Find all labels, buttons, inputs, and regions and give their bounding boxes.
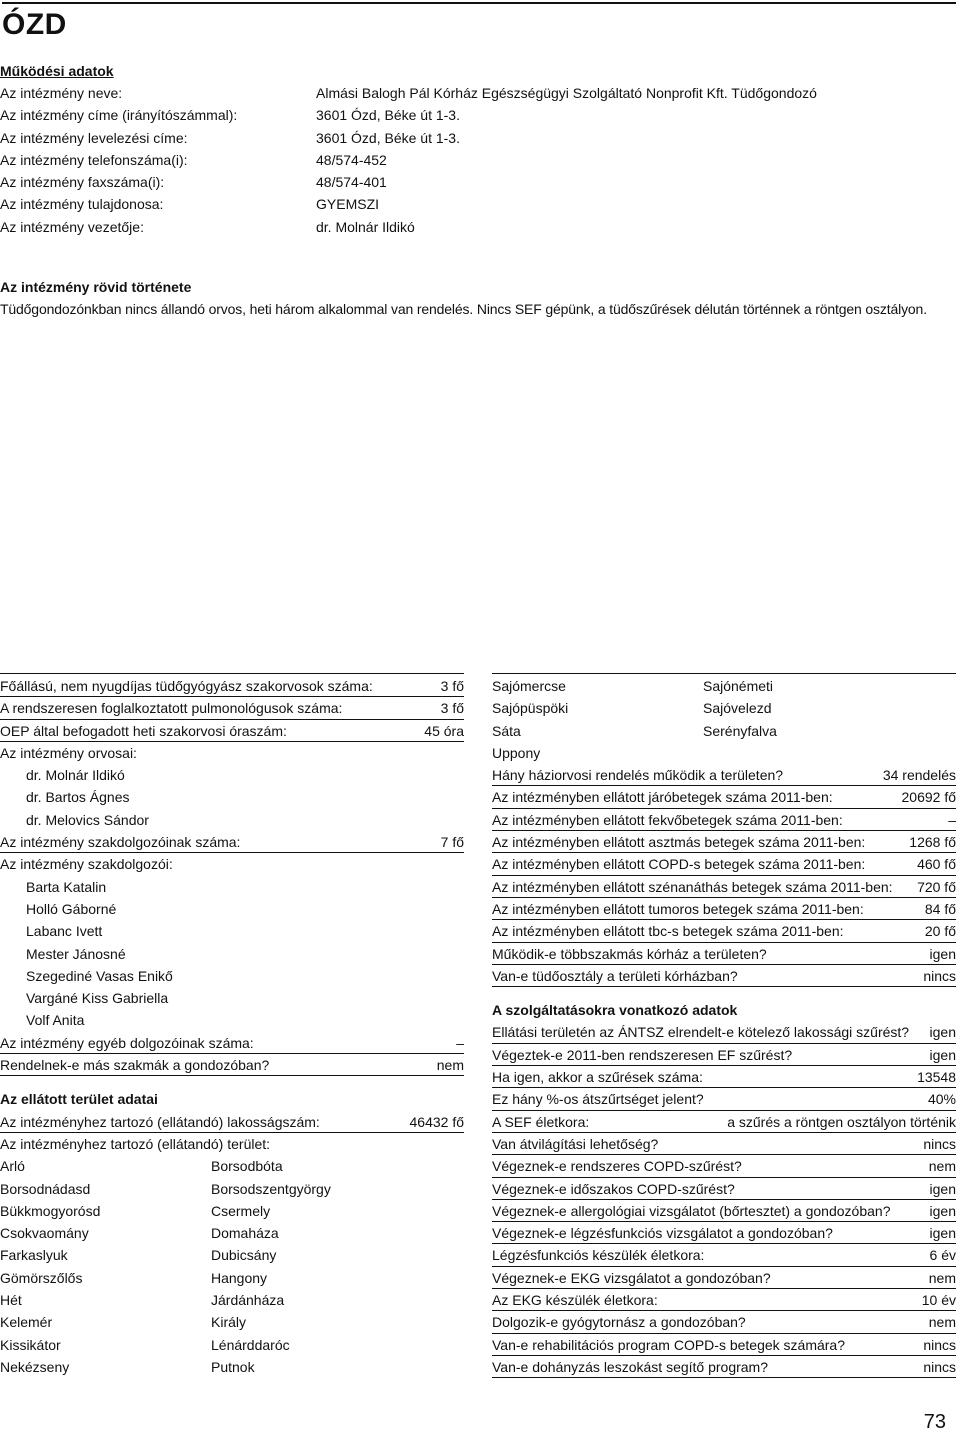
row-value: igen [929,1225,956,1242]
row-value: igen [929,945,956,962]
info-label: Az intézmény tulajdonosa: [0,196,164,213]
row-label: Ez hány %-os átszűrtséget jelent? [492,1091,704,1108]
left-column [0,673,464,1378]
operational-data-section [0,60,950,238]
row-label: Az intézményben ellátott járóbetegek száma 2011-ben: [492,789,833,806]
info-row [0,193,950,215]
settlement-row [0,1200,464,1222]
left-column-body [0,675,464,1378]
row-value: igen [929,1046,956,1063]
row-value: igen [929,1024,956,1041]
data-row [0,1111,464,1133]
row-label: Az intézményben ellátott tumoros betegek száma 2011-ben: [492,900,864,917]
row-label: Működik-e többszakmás kórház a területen? [492,945,767,962]
info-label: Az intézmény neve: [0,85,123,101]
data-row [492,1200,956,1222]
settlement-name: Borsodnádasd [0,1180,91,1197]
doctor-name: dr. Melovics Sándor [26,811,149,828]
specialist-item [0,876,464,898]
doctor-item [0,786,464,808]
row-label: Légzésfunkciós készülék életkora: [492,1247,705,1264]
services-heading [492,999,956,1021]
history-text: Tüdőgondozónkban nincs állandó orvos, heti három alkalommal van rendelés. Nincs SEF gépünk, a tüdőszűrések délután történnek a röntgen osztályon. [0,301,927,317]
data-row [492,1311,956,1333]
row-value: nincs [923,1336,956,1353]
data-row [492,965,956,987]
settlement-name: Csermely [211,1202,271,1219]
row-value: igen [929,1202,956,1219]
settlement-name: Csokvaomány [0,1225,89,1242]
row-value: nem [928,1158,956,1175]
row-label: A rendszeresen foglalkoztatott pulmonológusok száma: [0,700,343,717]
row-label: Van-e rehabilitációs program COPD-s betegek számára? [492,1336,846,1353]
data-row [0,831,464,853]
row-value: 3 fő [440,700,464,717]
data-row [492,764,956,786]
info-label: Az intézmény faxszáma(i): [0,174,165,191]
data-row [492,943,956,965]
specialist-item [0,943,464,965]
row-label: Az intézményben ellátott szénanáthás betegek száma 2011-ben: [492,878,893,895]
settlement-name: Sajópüspöki [492,700,569,717]
right-column-body [492,675,956,1378]
area-label-text: Az intézményhez tartozó (ellátandó) terület: [0,1135,271,1152]
row-value: – [948,811,956,828]
data-row [492,1222,956,1244]
row-label: A SEF életkora: [492,1113,590,1130]
area-heading-text: Az ellátott terület adatai [0,1091,158,1108]
row-label: Van átvilágítási lehetőség? [492,1135,659,1152]
row-value: 84 fő [924,900,956,917]
info-row [0,216,950,238]
data-row [492,1066,956,1088]
row-label: Az intézményhez tartozó (ellátandó) lakosságszám: [0,1113,320,1130]
row-value: nem [928,1269,956,1286]
specialist-name: Holló Gáborné [26,900,117,917]
settlement-row [0,1178,464,1200]
row-label: Végeznek-e allergológiai vizsgálatot (bőrtesztet) a gondozóban? [492,1202,891,1219]
row-value: 45 óra [424,722,464,739]
data-row [492,920,956,942]
row-value: nincs [923,1135,956,1152]
row-label: Főállású, nem nyugdíjas tüdőgyógyász szakorvosok száma: [0,678,373,694]
info-row [0,127,950,149]
row-label: Az intézményben ellátott asztmás betegek száma 2011-ben: [492,834,866,851]
doctor-name: dr. Bartos Ágnes [26,789,130,806]
data-row [492,853,956,875]
row-value: a szűrés a röntgen osztályon történik [727,1113,956,1130]
row-value: 13548 [917,1069,956,1086]
doctor-item [0,764,464,786]
specialist-item [0,898,464,920]
row-value: 460 fő [917,856,956,873]
data-row [492,1021,956,1043]
row-label: Van-e dohányzás leszokást segítő program? [492,1358,769,1375]
area-label [0,1133,464,1155]
operational-rows [0,82,950,238]
data-row [492,831,956,853]
row-label: Az intézményben ellátott fekvőbetegek száma 2011-ben: [492,811,843,828]
row-label: Az intézményben ellátott COPD-s betegek száma 2011-ben: [492,856,866,873]
settlement-row [0,1267,464,1289]
row-label: Van-e tüdőosztály a területi kórházban? [492,967,738,984]
info-label: Az intézmény címe (irányítószámmal): [0,107,238,124]
data-row [0,720,464,742]
settlement-name: Hangony [211,1269,268,1286]
settlement-row [0,1155,464,1177]
settlement-name: Nekézseny [0,1358,70,1375]
row-label: Az EKG készülék életkora: [492,1292,658,1309]
info-row [0,149,950,171]
row-label: Végeznek-e EKG vizsgálatot a gondozóban? [492,1269,771,1286]
info-value: 3601 Ózd, Béke út 1-3. [316,107,460,124]
settlement-name: Lénárddaróc [211,1336,290,1353]
row-label: Ellátási területén az ÁNTSZ elrendelt-e kötelező lakossági szűrést? [492,1024,910,1041]
row-label: Végeznek-e rendszeres COPD-szűrést? [492,1158,742,1175]
settlement-name: Putnok [211,1358,255,1375]
data-row [492,1244,956,1266]
info-value: 48/574-452 [316,151,387,168]
row-value: 720 fő [917,878,956,895]
specialist-name: Szegediné Vasas Enikő [26,967,173,984]
info-value: 3601 Ózd, Béke út 1-3. [316,129,460,146]
settlement-name: Sajóvelezd [703,700,772,717]
specialist-name: Vargáné Kiss Gabriella [26,990,169,1007]
row-value: 46432 fő [409,1113,464,1130]
settlement-row [0,1222,464,1244]
data-row [492,1356,956,1378]
operational-heading: Működési adatok [0,63,114,79]
section-gap [0,1076,464,1088]
row-value: 40% [927,1091,956,1108]
settlement-name: Borsodszentgyörgy [211,1180,331,1197]
settlement-row [0,1311,464,1333]
row-value: 1268 fő [909,834,956,851]
row-value: – [456,1034,464,1051]
data-row [0,1032,464,1054]
row-value: 3 fő [440,678,464,694]
specialists-label-text: Az intézmény szakdolgozói: [0,856,173,873]
doctors-label [0,742,464,764]
settlement-name: Arló [0,1158,25,1175]
settlement-row [492,720,956,742]
info-row [0,104,950,126]
settlement-name: Járdánháza [211,1292,285,1309]
specialist-name: Volf Anita [26,1012,85,1029]
data-row [492,1088,956,1110]
info-label: Az intézmény levelezési címe: [0,129,188,146]
specialist-name: Labanc Ivett [26,923,103,940]
settlement-row [0,1244,464,1266]
doctor-item [0,809,464,831]
row-value: 10 év [921,1292,956,1309]
settlement-name: Serényfalva [703,722,777,739]
specialist-item [0,965,464,987]
settlement-name: Borsodbóta [211,1158,283,1175]
settlement-name: Kissikátor [0,1336,61,1353]
row-value: nem [436,1057,464,1074]
data-row [492,786,956,808]
settlement-name: Dubicsány [211,1247,277,1264]
specialist-item [0,987,464,1009]
data-row [492,1289,956,1311]
row-label: Végeznek-e légzésfunkciós vizsgálatot a gondozóban? [492,1225,833,1242]
settlement-row [492,697,956,719]
settlement-name: Farkaslyuk [0,1247,68,1264]
info-label: Az intézmény telefonszáma(i): [0,151,188,168]
data-row [492,1267,956,1289]
settlement-name: Hét [0,1292,22,1309]
history-heading: Az intézmény rövid története [0,279,192,295]
data-row [492,1044,956,1066]
settlement-name: Sajómercse [492,678,566,694]
row-value: nem [928,1314,956,1331]
settlement-name: Kelemér [0,1314,53,1331]
data-row [492,809,956,831]
sef-row [492,1111,956,1133]
settlement-name: Sajónémeti [703,678,774,694]
settlement-row [492,742,956,764]
data-row [0,1054,464,1076]
city-title: ÓZD [2,2,956,44]
settlement-name: Uppony [492,744,541,761]
settlement-name: Domaháza [211,1225,279,1242]
row-value: 34 rendelés [882,767,956,784]
specialist-name: Mester Jánosné [26,945,126,962]
info-value: 48/574-401 [316,174,387,191]
specialist-name: Barta Katalin [26,878,107,895]
info-value: GYEMSZI [316,196,380,213]
row-label: Az intézményben ellátott tbc-s betegek száma 2011-ben: [492,923,844,940]
row-label: Az intézmény szakdolgozóinak száma: [0,834,241,851]
specialist-item [0,920,464,942]
data-row [492,898,956,920]
row-label: Rendelnek-e más szakmák a gondozóban? [0,1057,270,1074]
row-value: igen [929,1180,956,1197]
data-row [492,1178,956,1200]
doctors-label-text: Az intézmény orvosai: [0,744,137,761]
services-heading-text: A szolgáltatásokra vonatkozó adatok [492,1002,738,1019]
row-label: Hány háziorvosi rendelés működik a területen? [492,767,784,784]
info-value: Almási Balogh Pál Kórház Egészségügyi Szolgáltató Nonprofit Kft. Tüdőgondozó [316,85,817,101]
row-value: 7 fő [440,834,464,851]
settlement-name: Gömörszőlős [0,1269,83,1286]
settlement-row [0,1356,464,1378]
data-row [0,697,464,719]
settlement-name: Sáta [492,722,521,739]
area-heading [0,1088,464,1110]
settlement-name: Király [211,1314,247,1331]
info-label: Az intézmény vezetője: [0,218,144,235]
data-row [492,1334,956,1356]
row-label: Ha igen, akkor a szűrések száma: [492,1069,703,1086]
data-row [0,675,464,697]
settlement-name: Bükkmogyorósd [0,1202,101,1219]
info-value: dr. Molnár Ildikó [316,218,415,235]
history-section [0,275,958,319]
row-value: nincs [923,1358,956,1375]
row-label: Végeznek-e időszakos COPD-szűrést? [492,1180,735,1197]
row-value: 6 év [929,1247,956,1264]
row-value: nincs [923,967,956,984]
row-label: OEP által befogadott heti szakorvosi óraszám: [0,722,287,739]
doctor-name: dr. Molnár Ildikó [26,767,125,784]
settlement-row [492,675,956,697]
specialist-item [0,1009,464,1031]
info-row [0,82,950,104]
section-gap [492,987,956,999]
data-row [492,1133,956,1155]
row-label: Dolgozik-e gyógytornász a gondozóban? [492,1314,746,1331]
page-number: 73 [923,1411,946,1433]
row-label: Végeztek-e 2011-ben rendszeresen EF szűrést? [492,1046,793,1063]
data-row [492,1155,956,1177]
right-column [492,673,956,1378]
settlement-row [0,1289,464,1311]
row-value: 20692 fő [901,789,956,806]
row-label: Az intézmény egyéb dolgozóinak száma: [0,1034,254,1051]
data-row [492,876,956,898]
info-row [0,171,950,193]
settlement-row [0,1334,464,1356]
row-value: 20 fő [924,923,956,940]
specialists-label [0,853,464,875]
